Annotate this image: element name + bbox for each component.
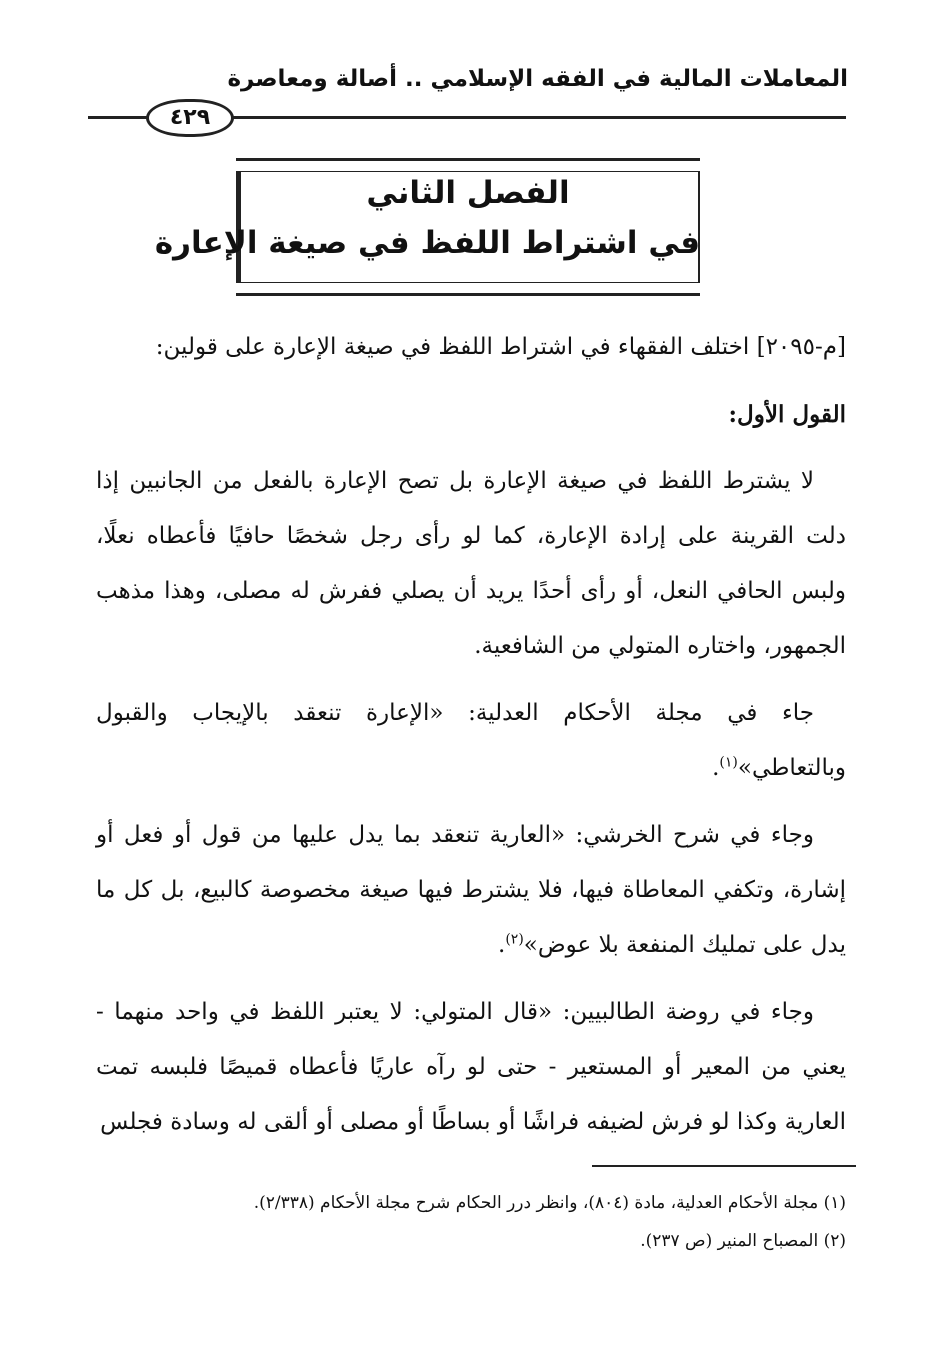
paragraph-rawda-quote: وجاء في روضة الطالبيين: «قال المتولي: لا يعتبر اللفظ في واحد منهما - يعني من المعير أو المستعير - حتى لو رآه عاريًا فأعطاه قميصًا فلبسه تمت العارية وكذا لو فرش لضيفه فراشًا أو بساطًا أو مصلى أو ألقى له وسادة فجلس xyxy=(96,999,846,1135)
footnote-1: (١) مجلة الأحكام العدلية، مادة (٨٠٤)، وانظر درر الحكام شرح مجلة الأحكام (٢/٣٣٨). xyxy=(253,1193,846,1213)
footnote-ref-1: (١) xyxy=(719,754,738,771)
majalla-quote-text: جاء في مجلة الأحكام العدلية: «الإعارة تنعقد بالإيجاب والقبول وبالتعاطي» xyxy=(96,700,846,781)
footnote-2: (٢) المصباح المنير (ص ٢٣٧). xyxy=(640,1231,846,1251)
chapter-title: الفصل الثاني xyxy=(366,175,570,211)
running-title: المعاملات المالية في الفقه الإسلامي .. أصالة ومعاصرة xyxy=(227,66,848,92)
page-number: ٤٢٩ xyxy=(146,99,234,137)
paragraph-kharshi-quote: وجاء في شرح الخرشي: «العارية تنعقد بما يدل عليها من قول أو فعل أو إشارة، وتكفي المعاطاة فيها، فلا يشترط فيها صيغة مخصوصة كالبيع، بل كل ما يدل على تمليك المنفعة بلا عوض»$^{(٢)}$. xyxy=(96,822,846,958)
footnote-ref-2: (٢) xyxy=(505,931,524,948)
kharshi-quote-text: وجاء في شرح الخرشي: «العارية تنعقد بما يدل عليها من قول أو فعل أو إشارة، وتكفي المعاطاة فيها، فلا يشترط فيها صيغة مخصوصة كالبيع، بل كل ما يدل على تمليك المنفعة بلا عوض» xyxy=(96,822,846,958)
body-text xyxy=(96,320,846,1162)
chapter-heading-box xyxy=(154,158,700,296)
paragraph-majalla-quote: جاء في مجلة الأحكام العدلية: «الإعارة تنعقد بالإيجاب والقبول وبالتعاطي»$^{(١)}$. xyxy=(96,700,846,781)
first-opinion-heading: القول الأول: xyxy=(728,401,846,428)
paragraph-first-opinion: لا يشترط اللفظ في صيغة الإعارة بل تصح الإعارة بالفعل من الجانبين إذا دلت القرينة على إرادة الإعارة، كما لو رأى رجل شخصًا حافيًا فأعطاه نعلًا، ولبس الحافي النعل، أو رأى أحدًا يريد أن يصلي ففرش له مصلى، وهذا مذهب الجمهور، واختاره المتولي من الشافعية. xyxy=(96,468,846,659)
footnotes xyxy=(96,1184,846,1260)
paragraph-intro: [م-٢٠٩٥] اختلف الفقهاء في اشتراط اللفظ في صيغة الإعارة على قولين: xyxy=(155,334,846,360)
footnote-rule xyxy=(592,1165,856,1167)
chapter-subtitle: في اشتراط اللفظ في صيغة الإعارة xyxy=(154,225,700,261)
